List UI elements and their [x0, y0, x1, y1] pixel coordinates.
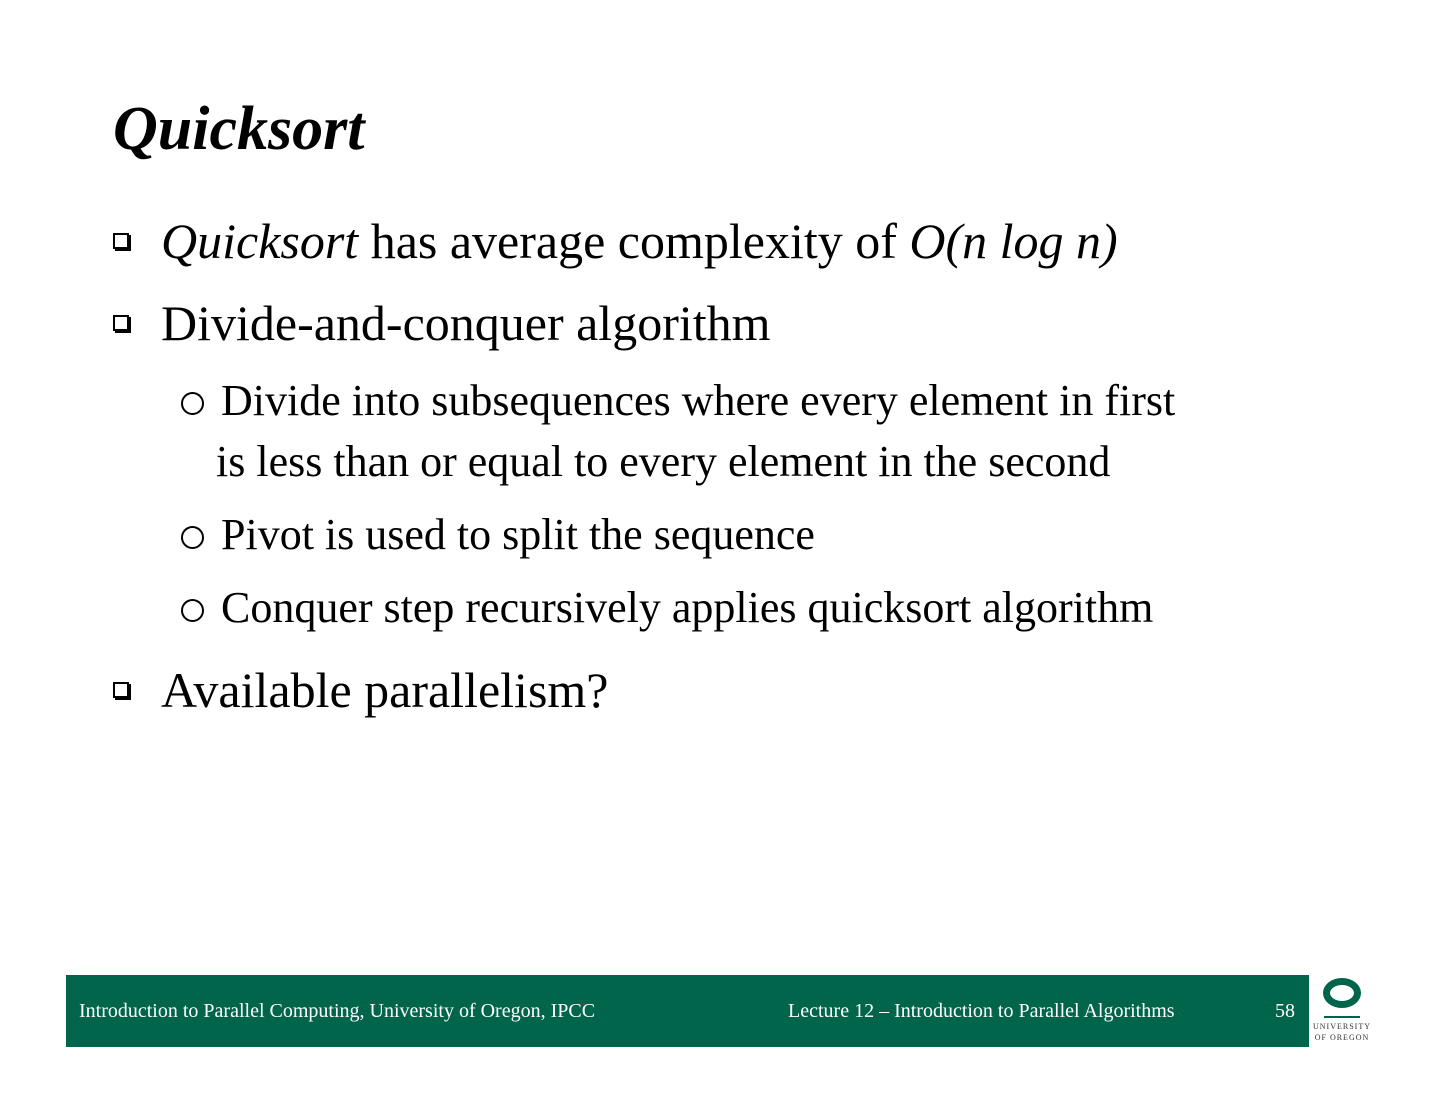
sub-bullet-text: Conquer step recursively applies quicksort algorithm [221, 583, 1154, 632]
italic-quicksort: Quicksort [161, 213, 359, 269]
footer-bar [66, 975, 1309, 1047]
footer-page-number: 58 [1275, 1000, 1295, 1022]
university-of-oregon-logo [1312, 978, 1372, 1046]
slide-title: Quicksort [113, 95, 365, 163]
italic-big-o: O(n log n) [909, 213, 1118, 269]
logo-divider [1324, 1016, 1360, 1018]
oregon-o-icon [1323, 978, 1361, 1008]
square-bullet-icon [113, 315, 129, 331]
sub-bullet-line-2: is less than or equal to every element in the second [216, 437, 1111, 486]
footer-lecture-title: Lecture 12 – Introduction to Parallel Algorithms [788, 1000, 1175, 1022]
bullet-text: Available parallelism? [161, 662, 609, 718]
sub-bullet-text [216, 370, 1176, 492]
circle-bullet-icon [181, 392, 204, 415]
logo-line-1: UNIVERSITY [1313, 1022, 1371, 1031]
complexity-text: has average complexity of [358, 213, 910, 269]
square-bullet-icon [113, 233, 129, 249]
logo-line-2: OF OREGON [1314, 1033, 1370, 1042]
circle-bullet-icon [181, 599, 204, 622]
square-bullet-icon [113, 682, 129, 698]
circle-bullet-icon [181, 526, 204, 549]
sub-bullet-text: Pivot is used to split the sequence [221, 510, 815, 559]
bullet-text [161, 213, 1118, 269]
bullet-text: Divide-and-conquer algorithm [161, 295, 771, 351]
sub-bullet-line-1: Divide into subsequences where every element in first [221, 376, 1176, 425]
footer-course-title: Introduction to Parallel Computing, University of Oregon, IPCC [79, 1000, 596, 1022]
